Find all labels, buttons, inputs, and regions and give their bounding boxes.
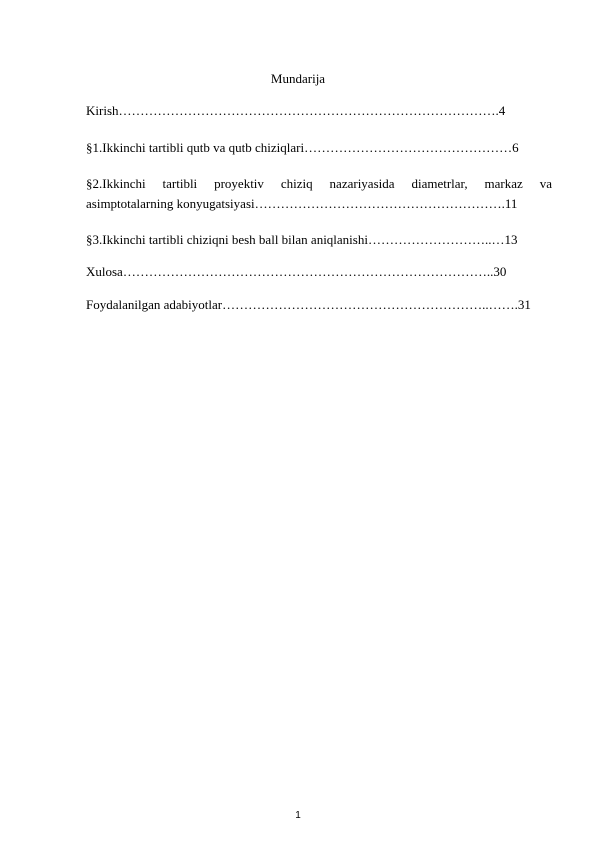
toc-entry-section-1[interactable] (86, 140, 552, 156)
toc-entry-text: asimptotalarning konyugatsiyasi (86, 196, 255, 211)
contents-title: Mundarija (270, 71, 326, 86)
toc-leader: ……………………………………………………..……. (222, 297, 518, 312)
toc-entry-section-3[interactable] (86, 232, 552, 248)
toc-entry-xulosa[interactable] (86, 264, 552, 280)
toc-leader: …………………………………………………. (254, 196, 505, 211)
toc-leader: ……………………………………………………………………………. (118, 103, 499, 118)
toc-page-number: 11 (504, 196, 518, 211)
toc-entry-text: §1.Ikkinchi tartibli qutb va qutb chiziqlari (86, 140, 305, 155)
toc-entry-section-2-line2[interactable] (86, 196, 552, 212)
toc-leader: ………………………………………………………………………….. (122, 264, 494, 279)
toc-leader: ………………………………………… (304, 140, 513, 155)
footer-page-number: 1 (295, 810, 301, 821)
toc-entry-text: Foydalanilgan adabiyotlar (86, 297, 223, 312)
toc-entry-text: Kirish (86, 103, 119, 118)
toc-entry-kirish[interactable] (86, 103, 552, 119)
toc-leader: ………………………..… (367, 232, 505, 247)
toc-page-number: 13 (504, 232, 518, 247)
toc-page-number: 31 (517, 297, 531, 312)
toc-page-number: 4 (498, 103, 506, 118)
toc-entry-text: Xulosa (86, 264, 123, 279)
toc-page-number: 30 (493, 264, 507, 279)
toc-entry-section-2-line1[interactable]: §2.Ikkinchi tartibli proyektiv chiziq nazariyasida diametrlar, markaz va (86, 176, 552, 191)
toc-page-number: 6 (512, 140, 519, 155)
toc-entry-text: §3.Ikkinchi tartibli chiziqni besh ball bilan aniqlanishi (86, 232, 368, 247)
toc-entry-adabiyotlar[interactable] (86, 297, 552, 313)
